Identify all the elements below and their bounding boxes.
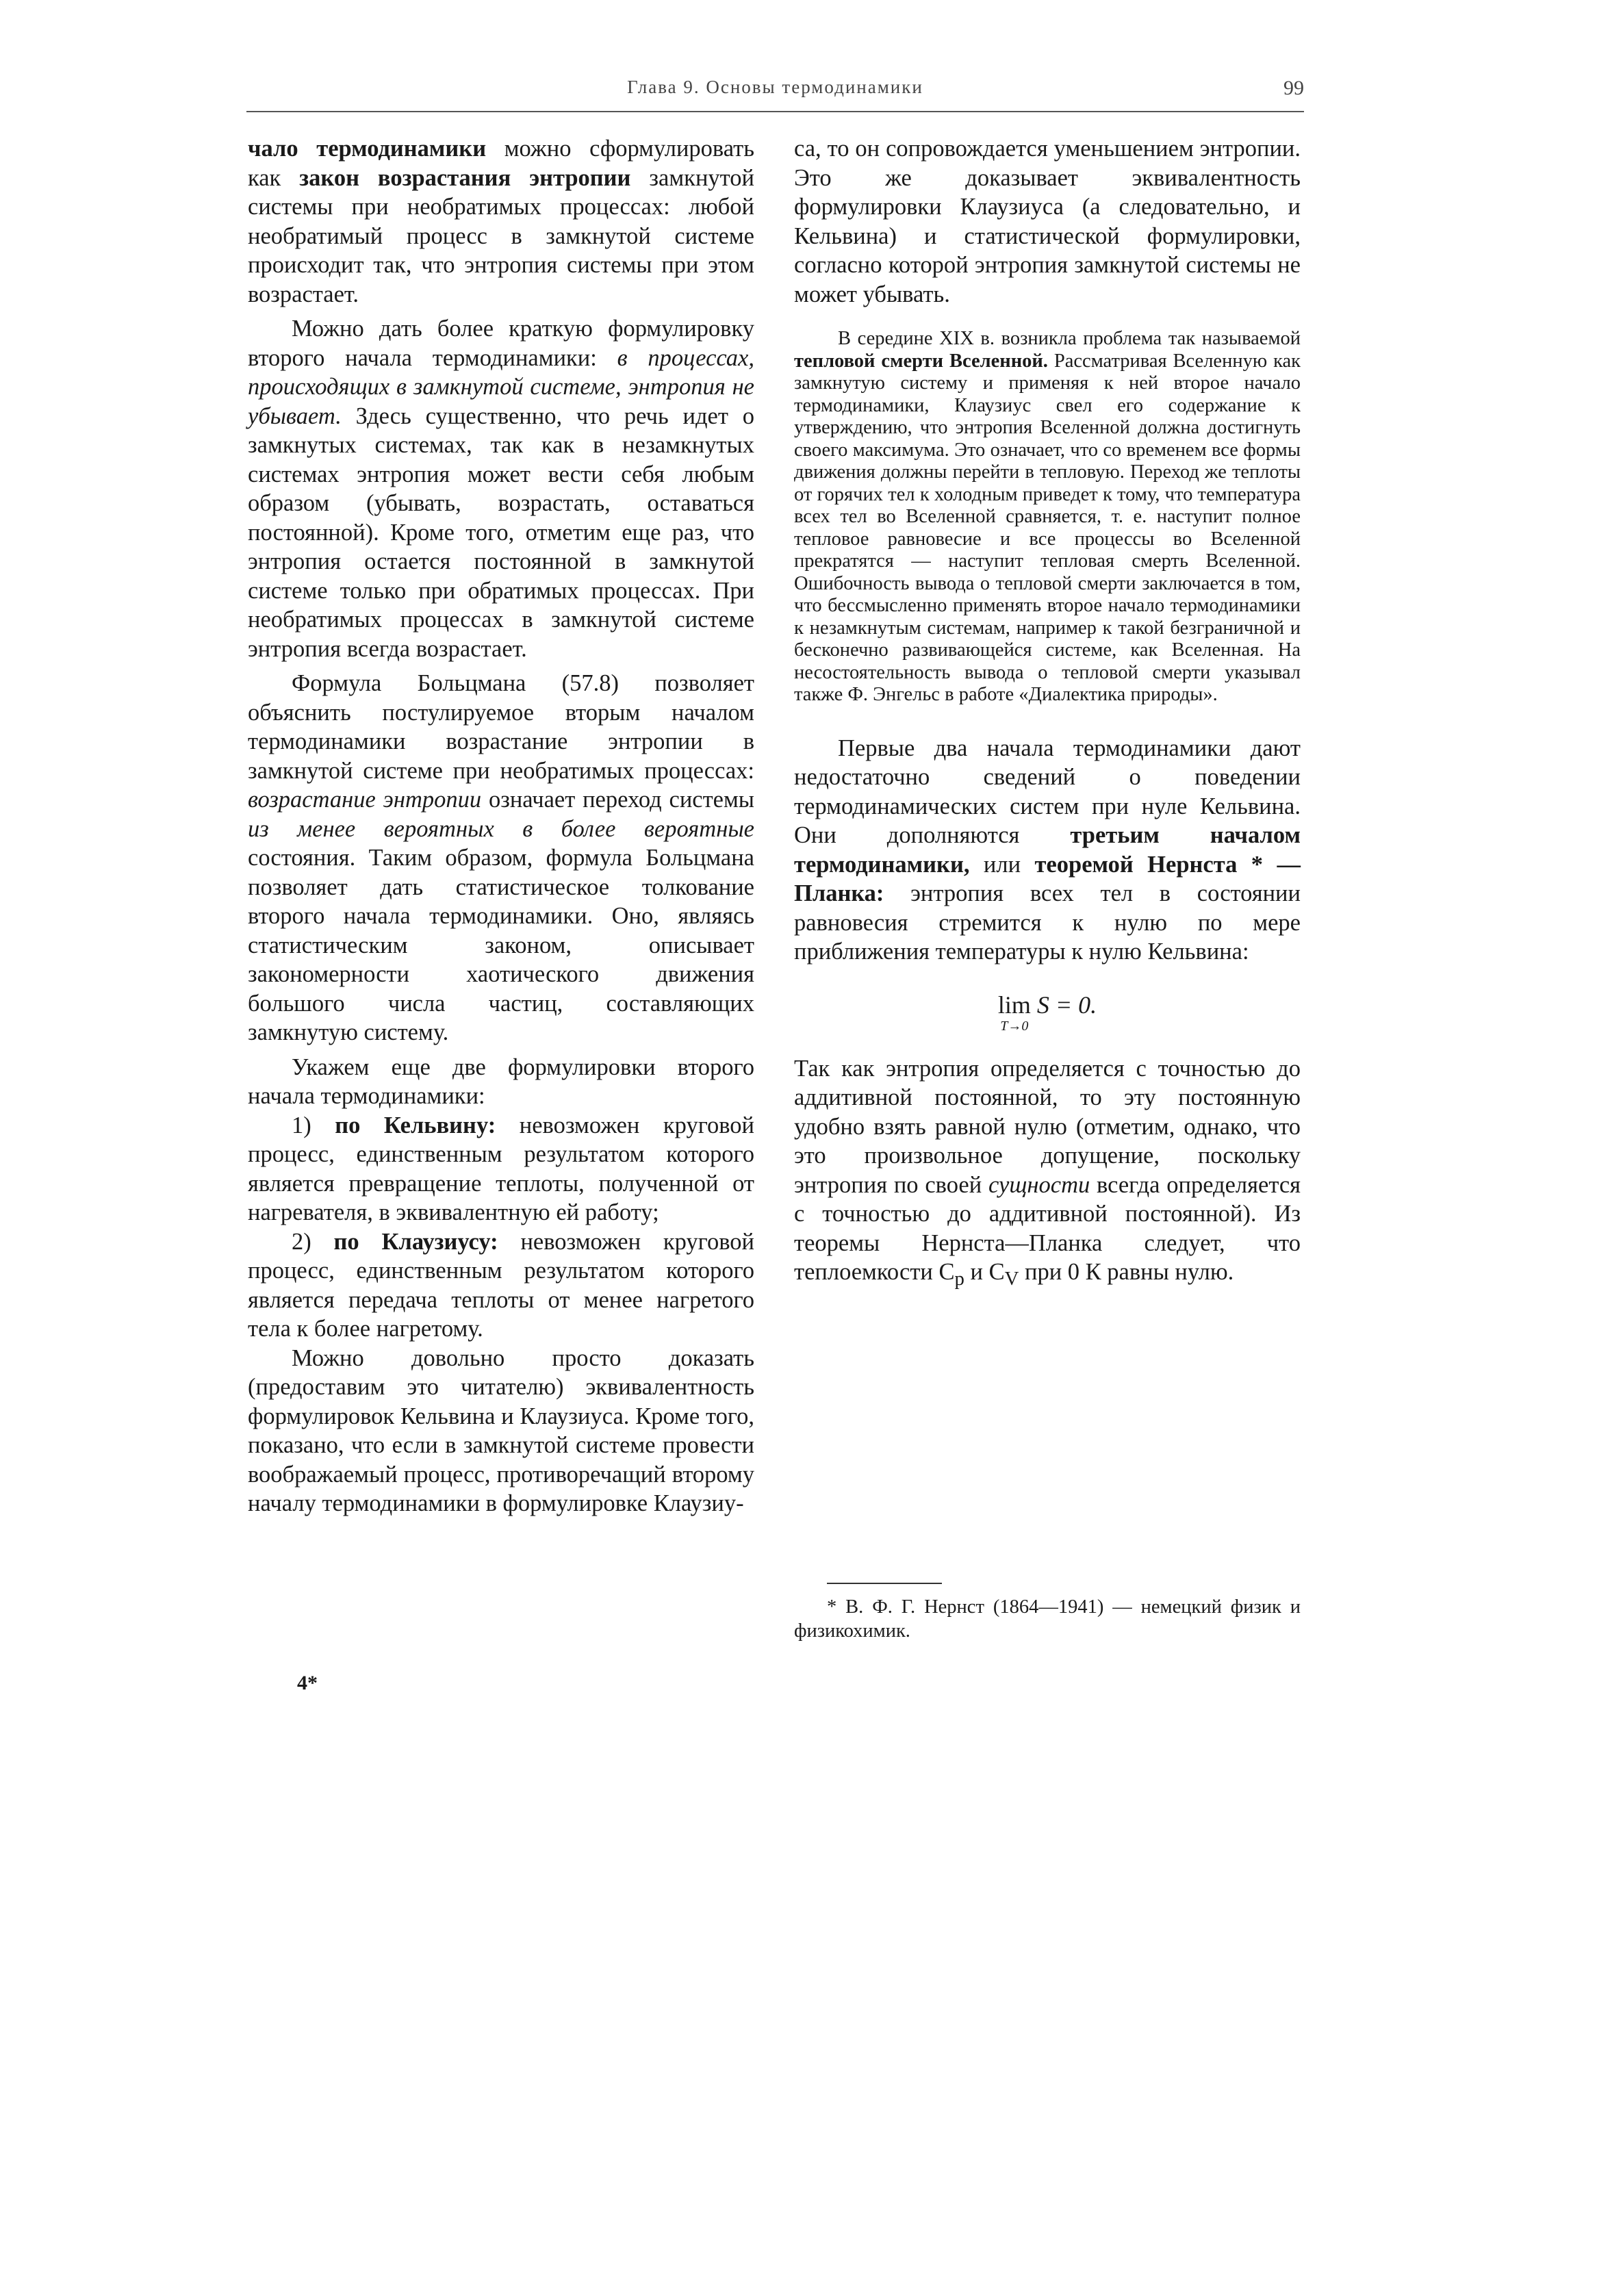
- chapter-title: Глава 9. Основы термодинамики: [627, 77, 923, 97]
- limit-operator: [998, 991, 1031, 1034]
- text: всегда определяется с точностью до аддитивной постоянной). Из теоремы Нернста—Планка следует, что теплоемкости C: [794, 1171, 1301, 1285]
- emphasis: из менее вероятных в более вероятные: [248, 815, 754, 842]
- subscript: p: [954, 1267, 964, 1290]
- list-item: [248, 1227, 754, 1344]
- text: энтропия всех тел в состоянии равновесия стремится к нулю по мере приближения температуры к нулю Кельвина:: [794, 880, 1301, 965]
- right-column: [794, 134, 1301, 1293]
- formula-body: S = 0.: [1030, 991, 1097, 1019]
- term: закон возрастания энтропии: [299, 164, 631, 191]
- text: и C: [964, 1259, 1005, 1285]
- text: при 0 К равны нулю.: [1019, 1259, 1234, 1285]
- paragraph: Можно довольно просто доказать (предоставим это читателю) эквивалентность формулировок Кельвина и Клаузиуса. Кроме того, показано, что если в замкнутой системе провести воображаемый процесс, противоречащий второму началу термодинамики в формулировке Клаузиу-: [248, 1344, 754, 1516]
- page-number: 99: [1283, 77, 1304, 99]
- emphasis: сущности: [988, 1171, 1090, 1198]
- list-item: [248, 1111, 754, 1227]
- text: Формула Больцмана (57.8) позволяет объяснить постулируемое вторым началом термодинамики возрастание энтропии в замкнутой системе при необратимых процессах:: [248, 670, 754, 784]
- term: по Клаузиусу:: [333, 1228, 498, 1255]
- text: Можно дать более краткую формулировку второго начала термодинамики:: [248, 316, 754, 371]
- term: теоремой Нернста * — Планка:: [794, 851, 1301, 906]
- limit-subscript: T→0: [1000, 1018, 1029, 1034]
- text: В середине XIX в. возникла проблема так называемой: [838, 328, 1301, 349]
- text: 1): [292, 1112, 335, 1138]
- lim-text: lim: [997, 991, 1031, 1019]
- small-print-paragraph: [794, 328, 1301, 706]
- term: по Кельвину:: [335, 1112, 496, 1138]
- emphasis: возрастание энтропии: [248, 787, 482, 813]
- text: Так как энтропия определяется с точностью до аддитивной постоянной, то эту постоянную удобно взять равной нулю (отметим, однако, что это произвольное допущение, поскольку энтропия по своей: [794, 1055, 1301, 1198]
- text: Здесь существенно, что речь идет о замкнутых системах, так как в незамкнутых системах энтропия может вести себя любым образом (убывать, возрастать, оставаться постоянной). Кроме того, отметим еще раз, что энтропия остается постоянной в замкнутой системе только при обратимых процессах. При необратимых процессах в замкнутой системе энтропия всегда возрастает.: [248, 403, 754, 662]
- text: состояния. Таким образом, формула Больцмана позволяет дать статистическое толкование второго начала термодинамики. Оно, являясь статистическим законом, описывает закономерности хаотического движения большого числа частиц, составляющих замкнутую систему.: [248, 845, 754, 1045]
- footnote: * В. Ф. Г. Нернст (1864—1941) — немецкий физик и физикохимик.: [794, 1596, 1301, 1642]
- text: можно сформулировать как: [248, 136, 754, 191]
- term: чало термодинамики: [248, 136, 487, 162]
- text: невозможен круговой процесс, единственным результатом которого является передача теплоты от менее нагретого тела к более нагретому.: [248, 1228, 754, 1342]
- paragraph: Укажем еще две формулировки второго начала термодинамики:: [248, 1054, 754, 1109]
- footnote-divider: [827, 1583, 942, 1584]
- running-header: [246, 77, 1304, 112]
- text: замкнутой системы при необратимых процессах: любой необратимый процесс в замкнутой системе происходит так, что энтропия системы при этом возрастает.: [248, 164, 754, 307]
- subscript: V: [1004, 1267, 1019, 1290]
- text: невозможен круговой процесс, единственным результатом которого является превращение теплоты, полученной от нагревателя, в эквивалентную ей работу;: [248, 1112, 755, 1225]
- signature-mark: 4*: [297, 1672, 318, 1694]
- formula: [794, 991, 1301, 1034]
- paragraph: [248, 669, 754, 1047]
- paragraph: [794, 734, 1301, 967]
- text: Рассматривая Вселенную как замкнутую систему и применяя к ней второе начало термодинамики, Клаузиус свел его содержание к утверждению, что энтропия Вселенной должна достигнуть своего максимума. Это означает, что со временем все формы движения должны перейти в тепловую. Переход же теплоты от горячих тел к холодным приведет к тому, что температура всех тел во Вселенной сравняется, т. е. наступит полное тепловое равновесие и все процессы во Вселенной прекратятся — наступит тепловая смерть Вселенной. Ошибочность вывода о тепловой смерти заключается в том, что бессмысленно применять второе начало термодинамики к незамкнутым системам, например к такой безграничной и бесконечно развивающейся системе, как Вселенная. На несостоятельность вывода о тепловой смерти указывал также Ф. Энгельс в работе «Диалектика природы».: [794, 350, 1301, 705]
- left-column: [248, 134, 754, 1518]
- paragraph: [794, 1054, 1301, 1294]
- term: тепловой смерти Вселенной.: [794, 350, 1048, 372]
- emphasis: в процессах, происходящих в замкнутой системе, энтропия не убывает.: [248, 344, 754, 429]
- text: Первые два начала термодинамики дают недостаточно сведений о поведении термодинамических систем при нуле Кельвина. Они дополняются: [794, 735, 1301, 848]
- paragraph: са, то он сопровождается уменьшением энтропии. Это же доказывает эквивалентность формулировки Клаузиуса (а следовательно, и Кельвина) и статистической формулировки, согласно которой энтропия замкнутой системы не может убывать.: [794, 136, 1301, 307]
- text: 2): [292, 1228, 334, 1255]
- text: или: [969, 851, 1035, 878]
- term: третьим началом термодинамики,: [794, 822, 1301, 878]
- text: означает переход системы: [481, 787, 754, 813]
- paragraph: [248, 314, 754, 663]
- paragraph: [248, 134, 754, 309]
